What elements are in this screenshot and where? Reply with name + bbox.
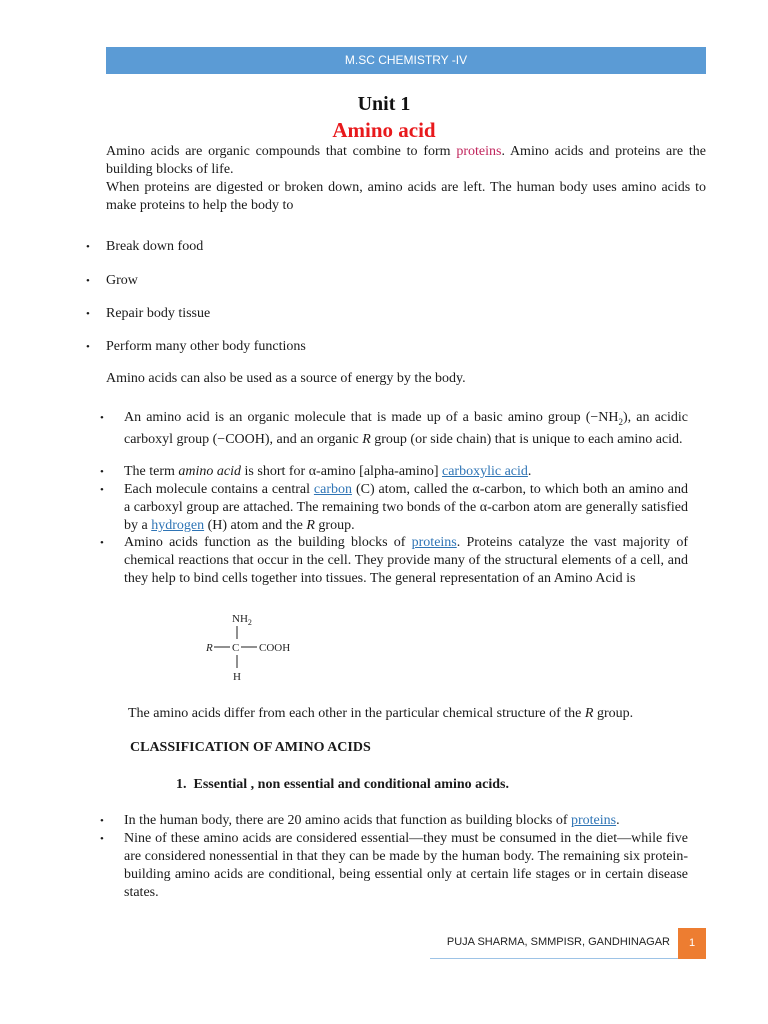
footer-author: PUJA SHARMA, SMMPISR, GANDHINAGAR [446, 936, 670, 948]
list-item-text: Grow [106, 273, 138, 288]
differ-sentence [128, 705, 706, 723]
list-item-text [124, 481, 688, 535]
list-item-text [124, 812, 688, 830]
text-run: The term [124, 464, 179, 479]
r-group-symbol: R [362, 431, 371, 447]
document-title: Amino acid [332, 118, 436, 142]
list-item [100, 830, 688, 902]
text-run: The amino acids differ from each other in the particular chemical structure of the [128, 706, 585, 721]
bullet-glyph: • [100, 484, 104, 496]
bullet-glyph: • [100, 537, 104, 549]
text-run: . [527, 464, 532, 479]
intro-text: . Amino acids and proteins are the building blocks of life. [106, 144, 706, 177]
classification-heading: CLASSIFICATION OF AMINO ACIDS [130, 740, 371, 755]
bullet-glyph: • [86, 241, 90, 253]
hydrogen-link[interactable]: hydrogen [151, 518, 205, 533]
intro-paragraph-1 [106, 143, 706, 179]
subscript: 2 [618, 416, 623, 427]
list-item-text: Break down food [106, 239, 204, 254]
emphasis: amino acid [178, 464, 242, 479]
text-run: group. [593, 706, 634, 721]
text-run: Amino acids function as the building blocks of [124, 535, 412, 550]
carboxylic-acid-link[interactable]: carboxylic acid [441, 464, 528, 479]
r-group-symbol: R [584, 706, 594, 721]
footer-divider [430, 958, 678, 959]
list-item [100, 812, 688, 830]
bullet-glyph: • [86, 341, 90, 353]
list-item-text: Perform many other body functions [106, 339, 306, 354]
text-run: group (or side chain) that is unique to each amino acid. [370, 431, 683, 447]
text-run: ), an acidic carboxyl group (−COOH), and an organic [124, 410, 688, 447]
text-run: In the human body, there are 20 amino acids that function as building blocks of [124, 813, 571, 828]
list-item-text: Repair body tissue [106, 306, 211, 321]
energy-note: Amino acids can also be used as a source of energy by the body. [106, 371, 466, 386]
hydrogen-label: H [233, 671, 241, 683]
text-run: . Proteins catalyze the vast majority of chemical reactions that occur in the cell. They provide many of the structural elements of a cell, and they help to bind cells together into tissues. The general representation of an Amino Acid is [124, 535, 688, 586]
nh2-group: $NH_2$ [232, 613, 252, 627]
text-run: An amino acid is an organic molecule that is made up of a basic amino group (−NH [124, 410, 619, 425]
list-item-text: Nine of these amino acids are considered essential—they must be consumed in the diet—while five are considered nonessential in that they can be made by the human body. The remaining six protein-building amino acids are conditional, being essential only at certain life stages or in certain disease states. [124, 831, 688, 900]
intro-paragraph-2: When proteins are digested or broken down, amino acids are left. The human body uses amino acids to make proteins to help the body to [106, 180, 706, 213]
list-item-text [124, 409, 688, 449]
alpha-carbon-label: C [232, 642, 240, 654]
text-run: Each molecule contains a central [124, 482, 314, 497]
carbon-link[interactable]: carbon [313, 482, 353, 497]
text-run: . [616, 813, 620, 828]
intro-text: Amino acids are organic compounds that combine to form [106, 144, 457, 159]
r-group-symbol: R [306, 518, 315, 533]
proteins-link[interactable]: proteins [570, 813, 617, 828]
text-run: (C) atom, called the α-carbon, to which both an amino and a carboxyl group are attached. The remaining two bonds of the α-carbon atom are generally satisfied by a [124, 482, 688, 533]
bullet-glyph: • [100, 466, 104, 478]
text-run: (H) atom and the [204, 518, 307, 533]
text-run: group. [314, 518, 355, 533]
essential-subheading: 1. Essential , non essential and conditional amino acids. [176, 777, 509, 792]
proteins-link[interactable]: proteins [411, 535, 457, 550]
list-item-text [124, 463, 688, 481]
bullet-glyph: • [100, 815, 104, 827]
page-number: 1 [678, 928, 706, 959]
list-item [100, 534, 688, 588]
running-header: M.SC CHEMISTRY -IV [106, 47, 706, 74]
proteins-term: proteins [456, 144, 502, 159]
text-run: is short for α-amino [alpha-amino] [241, 464, 442, 479]
list-item [100, 409, 688, 449]
list-item [100, 481, 688, 535]
bullet-glyph: • [86, 275, 90, 287]
amino-acid-structure-diagram [200, 612, 310, 684]
bullet-glyph: • [86, 308, 90, 320]
bullet-glyph: • [100, 833, 104, 845]
bullet-glyph: • [100, 412, 104, 424]
list-item [100, 463, 688, 481]
unit-title: Unit 1 [357, 93, 411, 115]
list-item-text [124, 534, 688, 588]
r-group-label: R [206, 642, 213, 654]
cooh-group: COOH [259, 642, 291, 654]
